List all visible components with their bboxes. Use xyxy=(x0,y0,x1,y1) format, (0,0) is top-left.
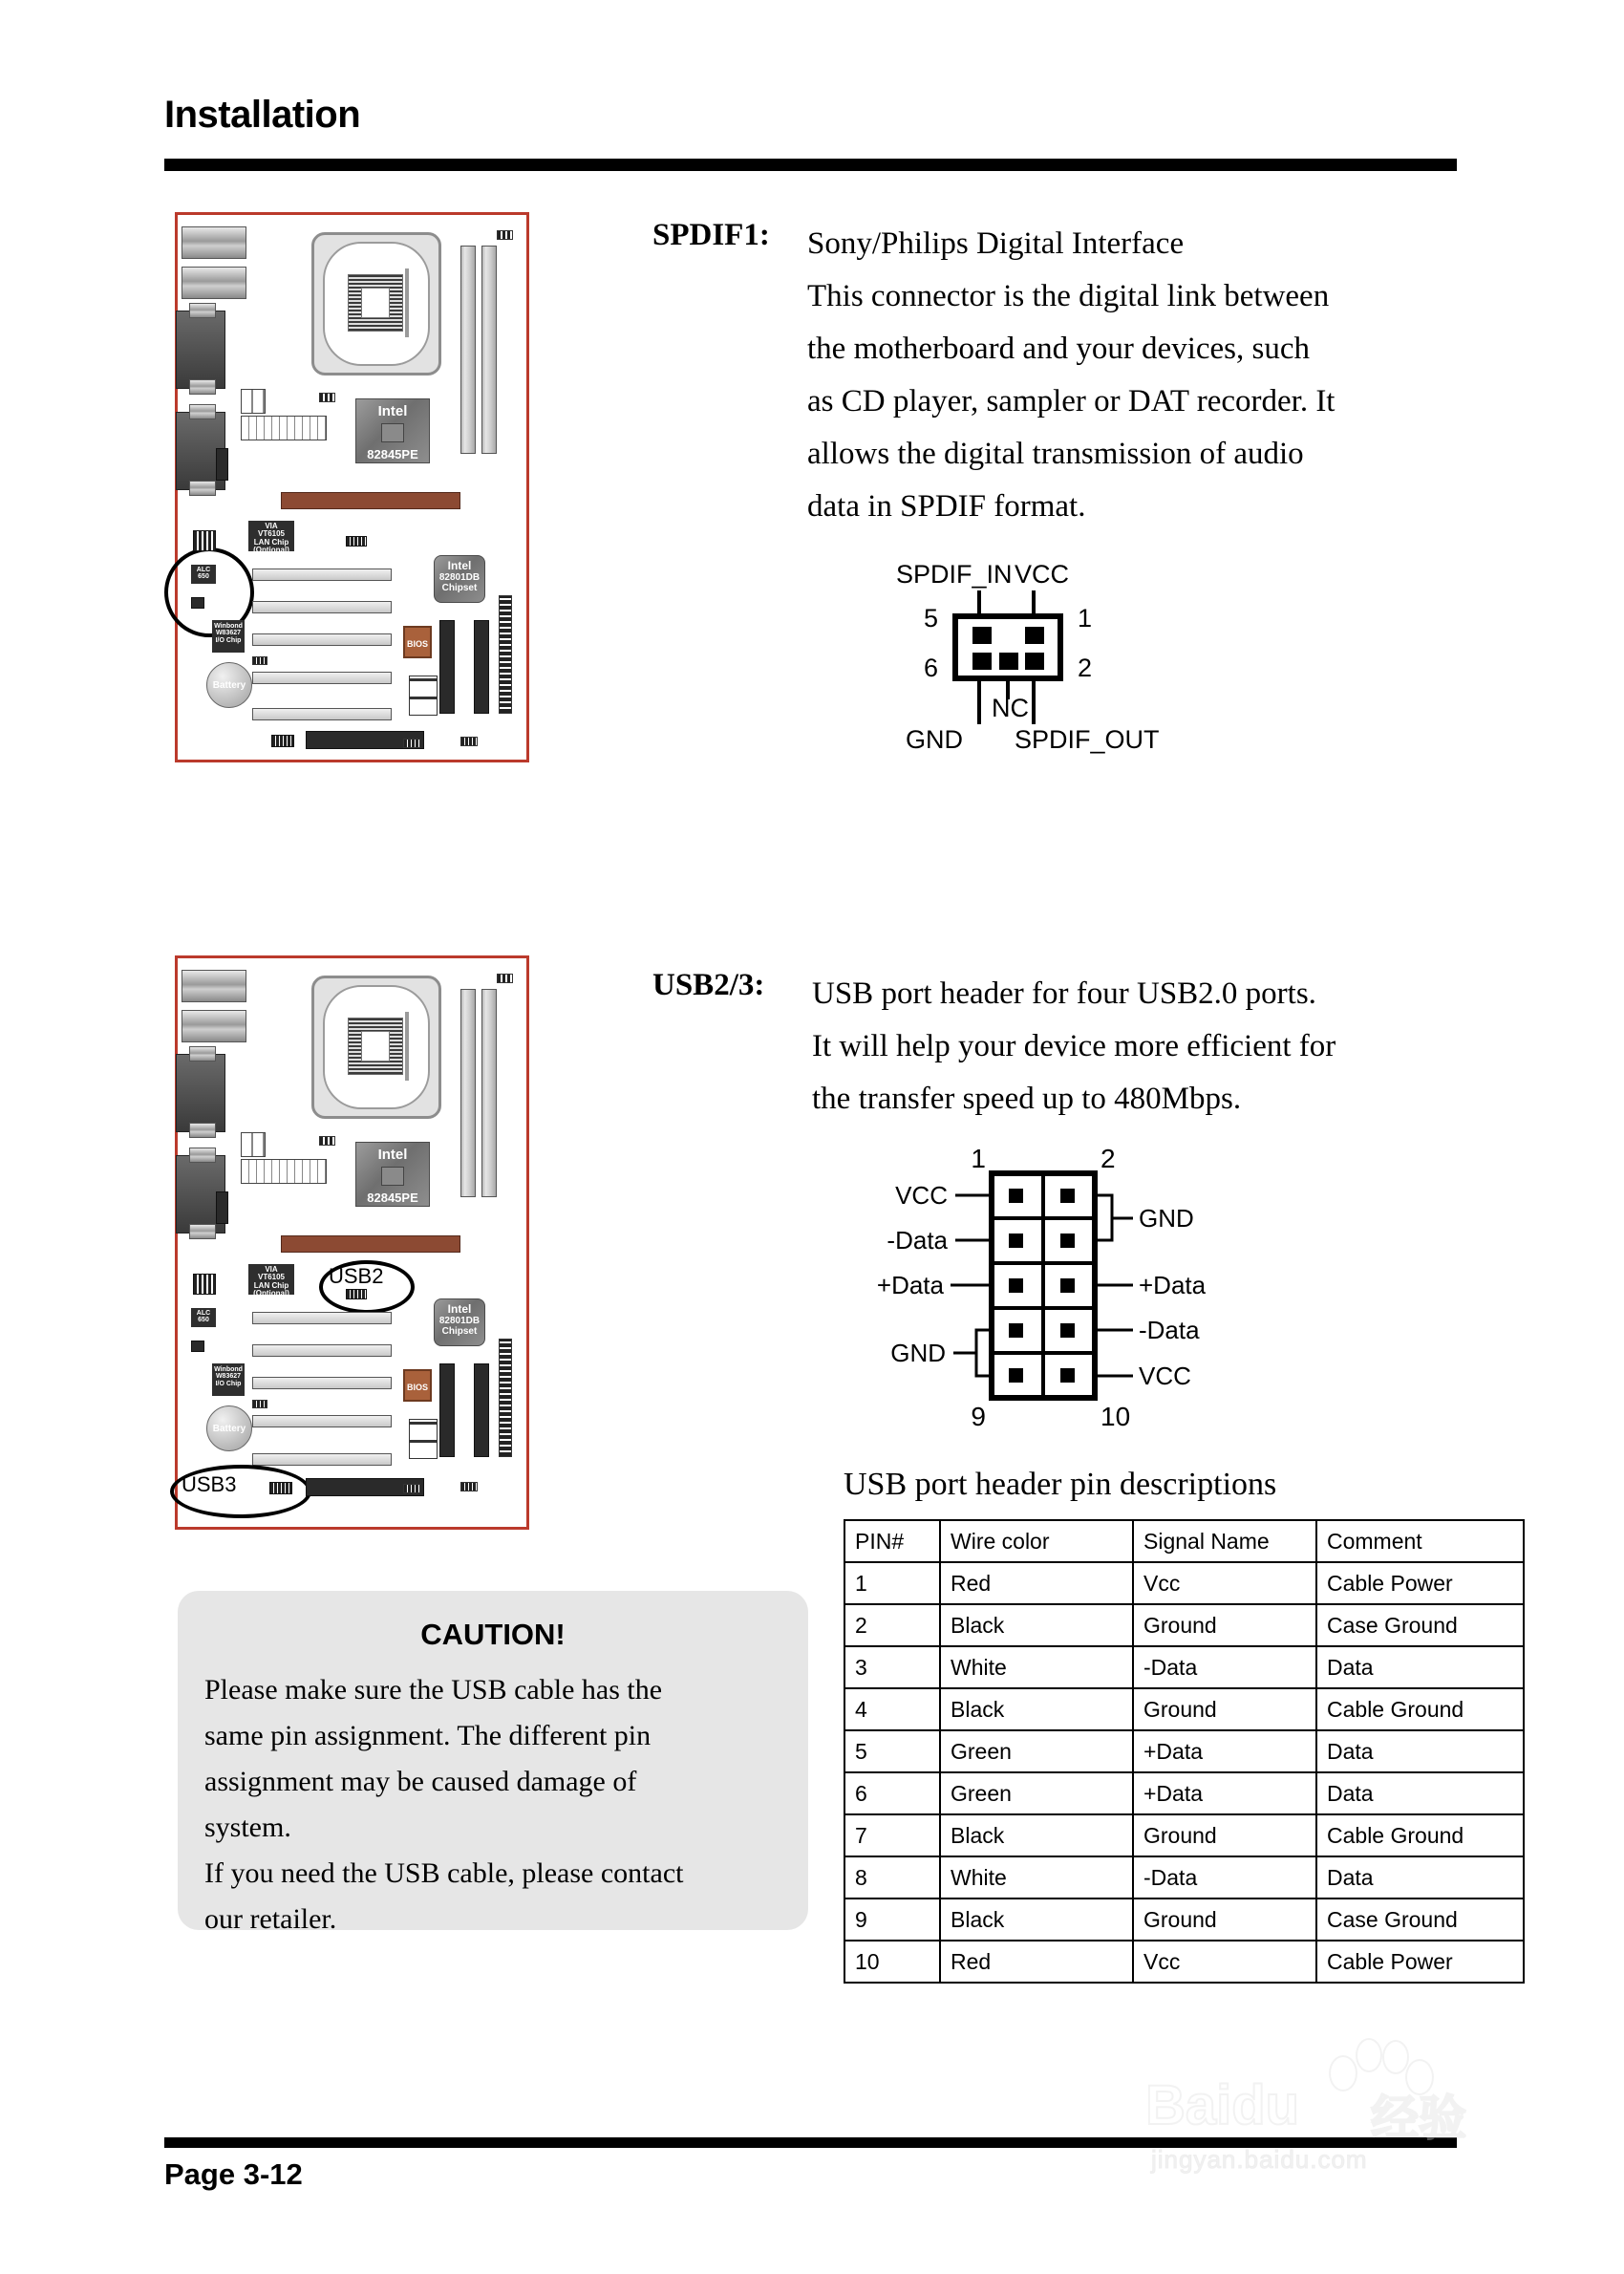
floppy-connector-2 xyxy=(499,1339,512,1457)
usb-pin-9: 9 xyxy=(971,1402,986,1431)
table-cell: 5 xyxy=(844,1730,940,1772)
spdif-label-in: SPDIF_IN xyxy=(896,560,1013,589)
ide-connector-1 xyxy=(439,620,455,714)
clear-cmos-jumper xyxy=(252,656,267,665)
chip-lan-line4: (Optional) xyxy=(253,546,289,555)
floppy-connector xyxy=(499,595,512,714)
caution-body xyxy=(204,1667,787,1942)
pci-slot-5 xyxy=(252,708,392,720)
table-cell: Cable Power xyxy=(1316,1562,1524,1604)
pci-slot-4 xyxy=(252,672,392,684)
usb-right-label-1: GND xyxy=(1139,1204,1194,1233)
spdif-description xyxy=(807,218,1457,533)
spdif-line-5: allows the digital transmission of audio xyxy=(807,437,1304,471)
caution-line-3: assignment may be caused damage of xyxy=(204,1766,637,1797)
ide-connector-2-2 xyxy=(474,1363,489,1457)
table-cell: White xyxy=(940,1646,1133,1688)
chip-northbridge-model-2: 82845PE xyxy=(367,1191,418,1205)
chip-audio-codec-2 xyxy=(191,1308,216,1327)
sys-fan-header-2 xyxy=(319,1136,335,1146)
atx12v-connector xyxy=(241,389,266,414)
pci-slot-3 xyxy=(252,633,392,646)
usb-header-usb3 xyxy=(271,735,294,747)
table-cell: 1 xyxy=(844,1562,940,1604)
chip-codec-line1-2: ALC xyxy=(196,1310,211,1317)
table-cell: 2 xyxy=(844,1604,940,1646)
caution-box xyxy=(178,1591,808,1935)
table-row xyxy=(844,1646,1524,1688)
table-cell: 4 xyxy=(844,1688,940,1730)
spdif-header-connector-2 xyxy=(191,1341,204,1352)
usb-left-label-4: GND xyxy=(890,1339,946,1367)
table-cell: Black xyxy=(940,1814,1133,1856)
table-cell: Ground xyxy=(1133,1604,1316,1646)
cpu-socket-lever xyxy=(405,268,409,337)
clear-cmos-jumper-2 xyxy=(252,1400,267,1408)
table-cell: Cable Ground xyxy=(1316,1688,1524,1730)
caution-line-4: system. xyxy=(204,1812,291,1843)
table-cell: Black xyxy=(940,1688,1133,1730)
table-cell: Green xyxy=(940,1772,1133,1814)
chip-io-line2: W83627 xyxy=(215,630,242,637)
ps2-port-lower xyxy=(182,267,246,299)
col-header-pin: PIN# xyxy=(844,1520,940,1562)
cpu-socket-die-2 xyxy=(361,1031,390,1062)
table-cell: White xyxy=(940,1856,1133,1899)
chip-southbridge-brand-2: Intel xyxy=(447,1302,472,1316)
chip-lan-line2-2: VT6105 xyxy=(257,1273,286,1282)
dimm-slot-2-2 xyxy=(481,989,497,1197)
table-row xyxy=(844,1814,1524,1856)
footer-rule xyxy=(164,2137,1457,2148)
table-cell: Ground xyxy=(1133,1814,1316,1856)
audio-jacks-b-2 xyxy=(189,1224,216,1239)
table-cell: 3 xyxy=(844,1646,940,1688)
front-panel-header xyxy=(216,448,228,481)
chip-io-line3-2: I/O Chip xyxy=(215,1380,242,1387)
cmos-battery xyxy=(206,662,252,708)
table-header-row xyxy=(844,1520,1524,1562)
table-cell: Ground xyxy=(1133,1899,1316,1941)
dimm-slot-1 xyxy=(460,246,476,454)
table-cell: -Data xyxy=(1133,1646,1316,1688)
motherboard-figure-usb xyxy=(175,955,529,1530)
motherboard-figure-spdif xyxy=(175,212,529,762)
header-rule xyxy=(164,159,1457,171)
usb-table-title: USB port header pin descriptions xyxy=(844,1467,1277,1502)
spdif-line-1: Sony/Philips Digital Interface xyxy=(807,226,1185,261)
table-cell: 7 xyxy=(844,1814,940,1856)
spdif-line-2: This connector is the digital link between xyxy=(807,279,1330,313)
usb-left-label-3: +Data xyxy=(876,1271,944,1299)
usb-header-usb3-2 xyxy=(269,1482,292,1494)
table-cell: Red xyxy=(940,1562,1133,1604)
chip-lan-line4-2: (Optional) xyxy=(253,1289,289,1298)
chip-super-io xyxy=(212,620,245,653)
chip-io-line2-2: W83627 xyxy=(215,1373,242,1381)
spdif-pin-5: 5 xyxy=(923,604,938,633)
table-row xyxy=(844,1941,1524,1983)
dimm-slot-2 xyxy=(481,246,497,454)
col-header-wire: Wire color xyxy=(940,1520,1133,1562)
usb-pin-1: 1 xyxy=(971,1147,986,1173)
table-row xyxy=(844,1856,1524,1899)
table-row xyxy=(844,1730,1524,1772)
chip-io-line1-2: Winbond xyxy=(214,1366,243,1373)
caution-line-6: our retailer. xyxy=(204,1903,337,1935)
table-row xyxy=(844,1604,1524,1646)
ide-connector-1-2 xyxy=(439,1363,455,1457)
caution-line-1: Please make sure the USB cable has the xyxy=(204,1674,663,1706)
spdif-line-6: data in SPDIF format. xyxy=(807,489,1086,524)
audio-front-header-2 xyxy=(193,1274,216,1295)
table-cell: Case Ground xyxy=(1316,1604,1524,1646)
table-cell: Red xyxy=(940,1941,1133,1983)
chip-southbridge-2 xyxy=(434,1298,485,1346)
usb-line-3: the transfer speed up to 480Mbps. xyxy=(812,1082,1242,1116)
dimm-slot-1-2 xyxy=(460,989,476,1197)
chip-southbridge-model-2: 82801DB xyxy=(438,1316,481,1326)
col-header-signal: Signal Name xyxy=(1133,1520,1316,1562)
chip-northbridge-2 xyxy=(355,1142,430,1207)
audio-jacks-b xyxy=(189,481,216,496)
bios-chip-2 xyxy=(403,1369,432,1402)
bios-chip xyxy=(403,626,432,658)
ps2-port-lower-2 xyxy=(182,1010,246,1042)
usb-right-label-2: +Data xyxy=(1139,1271,1207,1299)
aux-header-2 xyxy=(403,1484,420,1493)
chip-lan-line1-2: VIA xyxy=(265,1265,278,1274)
chip-codec-line1: ALC xyxy=(196,567,211,573)
caution-line-5: If you need the USB cable, please contact xyxy=(204,1857,684,1889)
ps2-port-upper xyxy=(182,226,246,259)
cpu-socket-die xyxy=(361,288,390,318)
chip-northbridge xyxy=(355,398,430,463)
table-row xyxy=(844,1562,1524,1604)
spdif-pin-6: 6 xyxy=(923,654,938,682)
table-cell: Vcc xyxy=(1133,1562,1316,1604)
table-row xyxy=(844,1772,1524,1814)
table-row xyxy=(844,1899,1524,1941)
table-cell: +Data xyxy=(1133,1772,1316,1814)
agp-slot-2 xyxy=(281,1235,460,1253)
baidu-watermark xyxy=(1142,2040,1505,2221)
table-cell: Black xyxy=(940,1899,1133,1941)
table-cell: Ground xyxy=(1133,1688,1316,1730)
chip-lan-line1: VIA xyxy=(265,522,278,530)
chip-southbridge xyxy=(434,555,485,603)
usb2-callout-label: USB2 xyxy=(329,1264,384,1288)
spdif-label-nc: NC xyxy=(992,694,1029,722)
chip-southbridge-sub-2: Chipset xyxy=(441,1326,478,1337)
col-header-comment: Comment xyxy=(1316,1520,1524,1562)
ide-connector-2 xyxy=(474,620,489,714)
audio-jacks-2 xyxy=(189,1148,216,1163)
table-cell: Green xyxy=(940,1730,1133,1772)
usb-right-label-3: -Data xyxy=(1139,1316,1200,1344)
chip-codec-line2-2: 650 xyxy=(198,1317,209,1324)
ps2-port-upper-2 xyxy=(182,970,246,1002)
parallel-port-b xyxy=(189,379,216,395)
cmos-battery-2 xyxy=(206,1405,252,1451)
usb-pin-10: 10 xyxy=(1100,1402,1131,1431)
table-cell: 8 xyxy=(844,1856,940,1899)
spdif-label-out: SPDIF_OUT xyxy=(1015,725,1160,754)
usb-line-2: It will help your device more efficient for xyxy=(812,1029,1336,1063)
table-row xyxy=(844,1688,1524,1730)
pci-slot-1 xyxy=(252,568,392,581)
parallel-port xyxy=(189,303,216,318)
table-cell: -Data xyxy=(1133,1856,1316,1899)
caution-line-2: same pin assignment. The different pin xyxy=(204,1720,652,1751)
spdif-line-3: the motherboard and your devices, such xyxy=(807,332,1311,366)
table-cell: Vcc xyxy=(1133,1941,1316,1983)
cpu-fan-header xyxy=(497,230,513,240)
spdif-pin-2: 2 xyxy=(1078,654,1093,682)
front-panel-header-2 xyxy=(216,1191,228,1224)
table-cell: Black xyxy=(940,1604,1133,1646)
agp-slot xyxy=(281,492,460,509)
spdif-pin-diagram xyxy=(860,554,1242,755)
table-cell: 10 xyxy=(844,1941,940,1983)
pci-slot-4-2 xyxy=(252,1415,392,1427)
pci-slot-1-2 xyxy=(252,1312,392,1324)
page-title: Installation xyxy=(164,94,361,136)
spdif-label-vcc: VCC xyxy=(1015,560,1070,589)
spdif-line-4: as CD player, sampler or DAT recorder. It xyxy=(807,384,1336,418)
watermark-brand: Baidu xyxy=(1145,2074,1300,2136)
pci-slot-5-2 xyxy=(252,1453,392,1466)
table-cell: 9 xyxy=(844,1899,940,1941)
case-usb-header xyxy=(409,676,438,716)
table-cell: Data xyxy=(1316,1856,1524,1899)
table-cell: +Data xyxy=(1133,1730,1316,1772)
paw-print-icon xyxy=(1323,2034,1438,2109)
watermark-url: jingyan.baidu.com xyxy=(1151,2145,1368,2174)
parallel-port-2 xyxy=(189,1046,216,1062)
ir-header xyxy=(460,737,478,746)
watermark-brand-cn: 经验 xyxy=(1371,2092,1466,2145)
usb-description xyxy=(812,968,1481,1126)
table-cell: Cable Ground xyxy=(1316,1814,1524,1856)
caution-title: CAUTION! xyxy=(420,1618,566,1651)
audio-front-header xyxy=(193,530,216,551)
usb-pin-2: 2 xyxy=(1100,1147,1116,1173)
bios-chip-label: BIOS xyxy=(406,639,428,649)
chip-northbridge-brand-2: Intel xyxy=(377,1147,408,1163)
chip-lan xyxy=(248,521,294,555)
serial-port-com1-2 xyxy=(176,1054,225,1132)
atx-power-connector xyxy=(241,416,327,440)
table-cell: Data xyxy=(1316,1730,1524,1772)
chip-lan-line2: VT6105 xyxy=(257,529,286,539)
chip-northbridge-model: 82845PE xyxy=(367,447,418,461)
table-cell: Data xyxy=(1316,1646,1524,1688)
cmos-battery-label-2: Battery xyxy=(212,1424,246,1434)
chip-lan-line3-2: LAN Chip xyxy=(253,1280,289,1290)
usb-right-label-4: VCC xyxy=(1139,1362,1191,1390)
pci-slot-3-2 xyxy=(252,1377,392,1389)
ir-header-2 xyxy=(460,1482,478,1491)
chip-super-io-2 xyxy=(212,1363,245,1396)
chip-southbridge-model: 82801DB xyxy=(438,572,481,583)
spdif-label: SPDIF1: xyxy=(652,218,770,252)
usb-pin-diagram xyxy=(850,1147,1251,1433)
chip-lan-2 xyxy=(248,1264,294,1298)
usb-header-usb2-2 xyxy=(346,1289,367,1299)
usb-left-label-1: VCC xyxy=(895,1181,948,1210)
usb-header-usb2 xyxy=(346,536,367,547)
table-cell: Case Ground xyxy=(1316,1899,1524,1941)
usb-line-1: USB port header for four USB2.0 ports. xyxy=(812,976,1316,1011)
cpu-socket-lever-2 xyxy=(405,1012,409,1081)
atx-power-connector-2 xyxy=(241,1159,327,1184)
cpu-fan-header-2 xyxy=(497,974,513,983)
chip-southbridge-sub: Chipset xyxy=(441,583,478,593)
usb-label: USB2/3: xyxy=(652,968,765,1002)
table-cell: Cable Power xyxy=(1316,1941,1524,1983)
chip-southbridge-brand: Intel xyxy=(447,559,472,572)
audio-jacks xyxy=(189,404,216,419)
chip-io-line3: I/O Chip xyxy=(215,636,242,644)
chip-codec-line2: 650 xyxy=(198,573,209,581)
aux-header xyxy=(403,739,420,748)
pci-slot-2-2 xyxy=(252,1344,392,1357)
usb-pin-table xyxy=(844,1519,1525,1984)
usb3-callout-label: USB3 xyxy=(182,1472,237,1496)
chip-io-line1: Winbond xyxy=(214,623,243,630)
atx12v-connector-2 xyxy=(241,1132,266,1157)
spdif-label-gnd: GND xyxy=(906,725,963,754)
usb-left-label-2: -Data xyxy=(887,1226,948,1255)
table-cell: Data xyxy=(1316,1772,1524,1814)
pci-slot-2 xyxy=(252,601,392,613)
cmos-battery-label: Battery xyxy=(212,680,246,691)
chip-northbridge-brand: Intel xyxy=(377,403,408,419)
spdif-pin-1: 1 xyxy=(1078,604,1093,633)
page-number: Page 3-12 xyxy=(164,2157,303,2191)
case-usb-header-2 xyxy=(409,1419,438,1459)
table-cell: 6 xyxy=(844,1772,940,1814)
chip-lan-line3: LAN Chip xyxy=(253,537,289,547)
sys-fan-header xyxy=(319,393,335,402)
parallel-port-b-2 xyxy=(189,1123,216,1138)
bios-chip-label-2: BIOS xyxy=(406,1383,428,1392)
serial-port-com1 xyxy=(176,311,225,389)
